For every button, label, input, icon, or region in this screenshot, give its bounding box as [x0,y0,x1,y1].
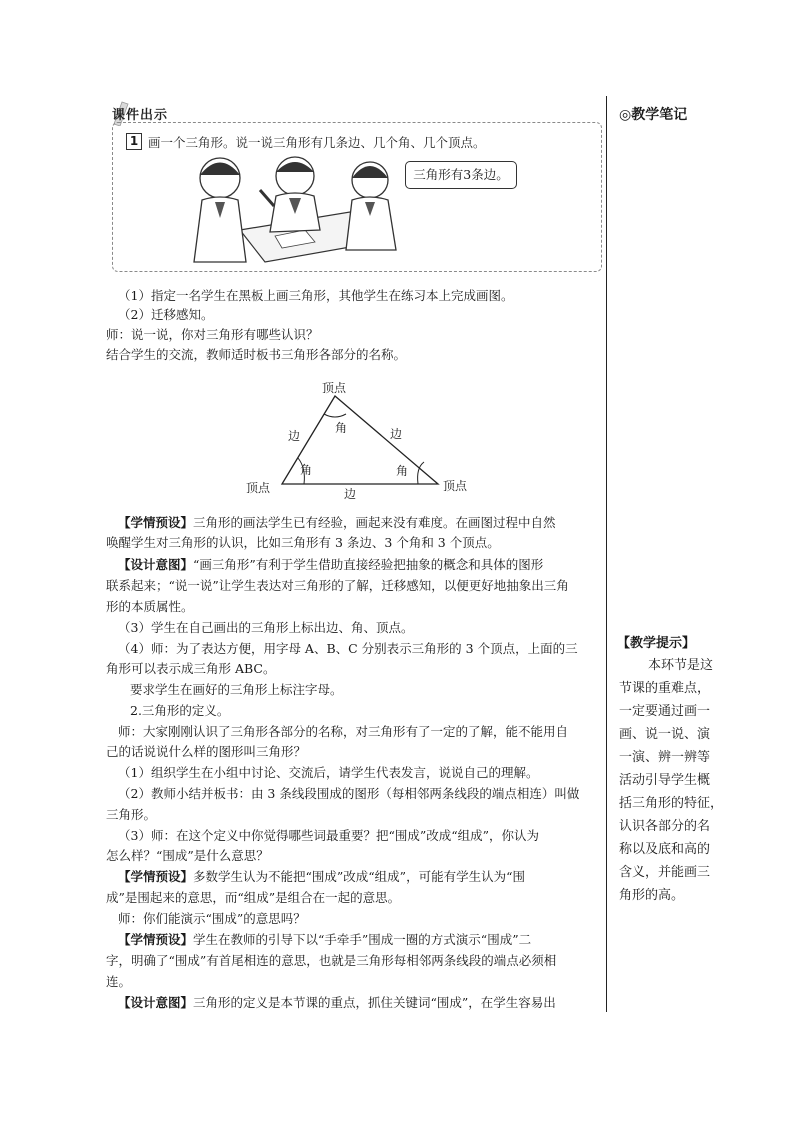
label-angle-right: 角 [396,464,409,478]
tag-xueqing-2: 【学情预设】 [118,869,194,884]
label-angle-left: 角 [300,463,313,477]
line-28 [118,993,556,1013]
line-25-text: 学生在教师的引导下以“手牵手”围成一圈的方式演示“围成”二 [193,932,532,947]
line-28-text: 三角形的定义是本节课的重点，抓住关键词“围成”，在学生容易出 [193,995,556,1010]
tip-line-5: 一演、辨一辨等 [619,750,711,765]
line-7-text: “画三角形”有利于学生借助直接经验把抽象的概念和具体的图形 [193,557,544,572]
tip-line-9: 称以及底和高的 [619,842,711,857]
students-illustration [190,150,400,268]
line-11: （4）师：为了表达方便，用字母 A、B、C 分别表示三角形的 3 个顶点，上面的三 [118,641,578,656]
tip-line-11: 角形的高。 [619,888,685,903]
tag-xueqing-1: 【学情预设】 [118,515,194,530]
line-14: 2.三角形的定义。 [130,703,230,718]
label-angle-top: 角 [335,421,348,435]
line-4: 结合学生的交流，教师适时板书三角形各部分的名称。 [106,347,407,362]
line-23: 成”是围起来的意思，而“组成”是组合在一起的意思。 [106,890,401,905]
line-26: 字，明确了“围成”有首尾相连的意思，也就是三角形每相邻两条线段的端点必须相 [106,953,557,968]
tip-line-2: 节课的重难点， [619,681,711,696]
line-25 [118,930,531,950]
line-5-text: 三角形的画法学生已有经验，画起来没有难度。在画图过程中自然 [193,515,556,530]
tip-line-6: 活动引导学生概 [619,773,711,788]
label-edge-left: 边 [288,429,301,443]
line-22-text: 多数学生认为不能把“围成”改成“组成”，可能有学生认为“围 [193,869,525,884]
tip-line-7: 括三角形的特征， [619,796,724,811]
label-edge-bottom: 边 [344,487,357,501]
line-1: （1）指定一名学生在黑板上画三角形，其他学生在练习本上完成画图。 [118,288,514,303]
line-17: （1）组织学生在小组中讨论、交流后，请学生代表发言，说说自己的理解。 [118,765,539,780]
line-18: （2）教师小结并板书：由 3 条线段围成的图形（每相邻两条线段的端点相连）叫做 [118,786,580,801]
line-2: （2）迁移感知。 [118,307,214,322]
line-21: 怎么样？“围成”是什么意思？ [106,848,269,863]
line-7 [118,555,543,575]
line-5 [118,513,556,533]
teaching-tip-title: 【教学提示】 [617,636,696,651]
line-9: 形的本质属性。 [106,599,194,614]
line-3: 师：说一说，你对三角形有哪些认识？ [106,327,319,342]
line-16: 己的话说说什么样的图形叫三角形？ [106,744,307,759]
triangle-diagram [240,378,490,503]
line-8: 联系起来；“说一说”让学生表达对三角形的了解，迁移感知，以便更好地抽象出三角 [106,578,569,593]
line-12: 角形可以表示成三角形 ABC。 [106,661,276,676]
label-vertex-top: 顶点 [322,381,347,395]
tip-line-1: 本环节是这 [648,658,714,673]
column-divider [606,96,607,1012]
courseware-prompt: 画一个三角形。说一说三角形有几条边、几个角、几个顶点。 [148,135,486,150]
label-vertex-right: 顶点 [443,479,468,493]
line-15: 师：大家刚刚认识了三角形各部分的名称，对三角形有了一定的了解，能不能用自 [118,724,569,739]
line-13: 要求学生在画好的三角形上标注字母。 [130,682,343,697]
tip-line-3: 一定要通过画一 [619,704,711,719]
label-vertex-left: 顶点 [246,481,271,495]
label-edge-right: 边 [390,427,403,441]
line-6: 唤醒学生对三角形的认识，比如三角形有 3 条边、3 个角和 3 个顶点。 [106,535,500,550]
line-20: （3）师：在这个定义中你觉得哪些词最重要？把“围成”改成“组成”，你认为 [118,828,540,843]
teaching-notes-title: ◎教学笔记 [619,107,688,123]
tip-line-4: 画、说一说、演 [619,727,711,742]
line-19: 三角形。 [106,807,157,822]
courseware-tab-label: 课件出示 [112,108,169,123]
tip-line-10: 含义，并能画三 [619,865,711,880]
line-24: 师：你们能演示“围成”的意思吗？ [118,911,306,926]
tag-sheji-2: 【设计意图】 [118,995,194,1010]
tag-sheji-1: 【设计意图】 [118,557,194,572]
speech-bubble: 三角形有3条边。 [405,161,517,189]
line-22 [118,867,525,887]
tag-xueqing-3: 【学情预设】 [118,932,194,947]
line-10: （3）学生在自己画出的三角形上标出边、角、顶点。 [118,620,414,635]
tip-line-8: 认识各部分的名 [619,819,711,834]
courseware-number: 1 [126,133,142,150]
line-27: 连。 [106,974,132,989]
